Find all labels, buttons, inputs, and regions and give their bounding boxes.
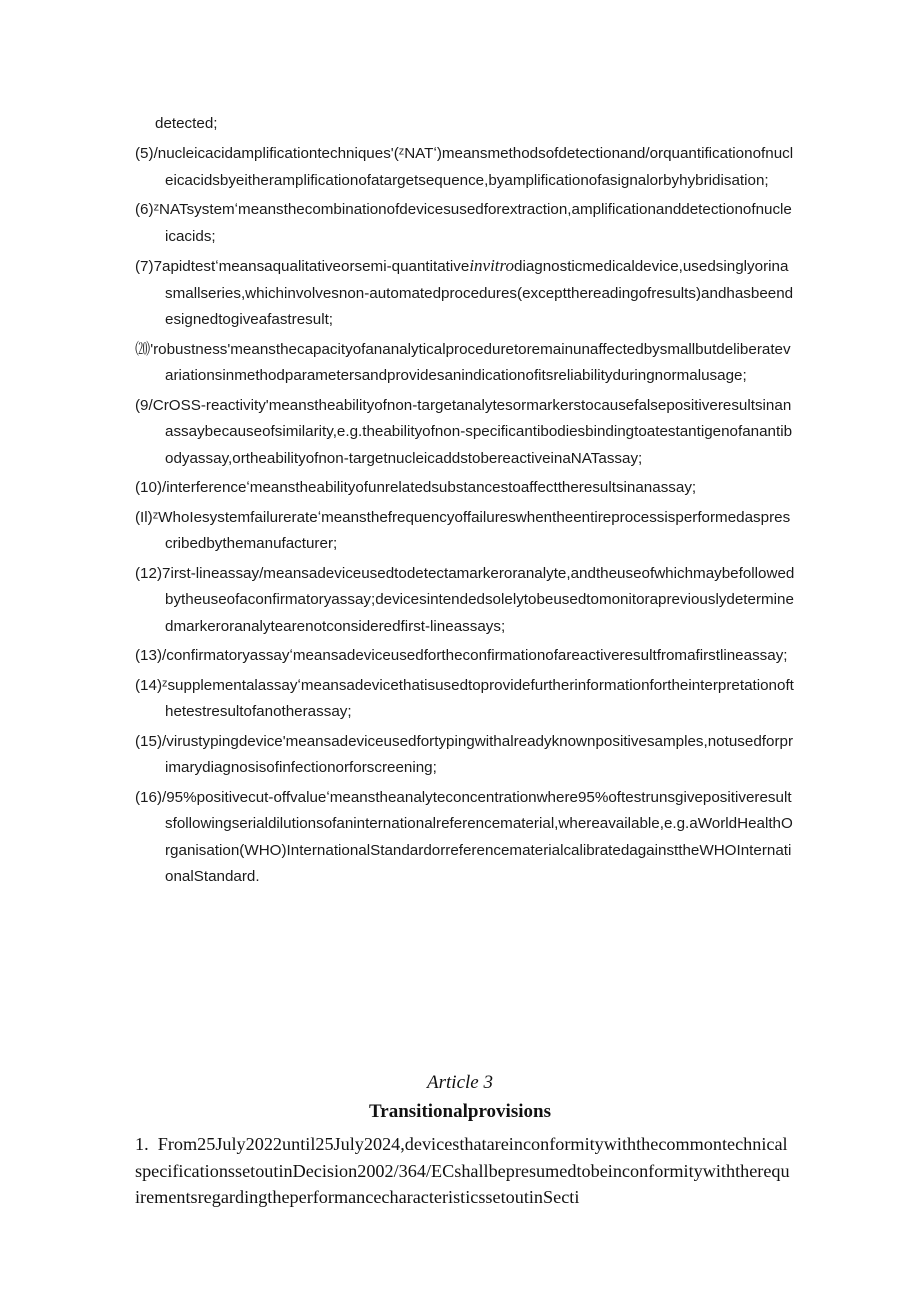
definition-text: diagnosticmedicaldevice,usedsinglyorinasmallseries,whichinvolvesnon-automatedprocedures(exceptthereadingofresults)andhasbeendesignedtogiveafastresult;	[165, 258, 794, 328]
article-number: Article 3	[427, 1072, 493, 1093]
definition-text: /virustypingdevice'meansadeviceusedfortypingwithalreadyknownpositivesamples,notusedforprimarydiagnosisofinfectionorforscreening;	[162, 732, 794, 776]
definition-item	[135, 673, 795, 726]
definition-text-italic: invitro	[469, 256, 515, 275]
definition-text: /interferenceʻmeanstheabilityofunrelatedsubstancestoaffecttheresultsinanassay;	[162, 479, 697, 496]
definition-text: 7apidtestʻmeansaqualitativeorsemi-quantitative	[153, 258, 470, 275]
definition-item	[135, 197, 795, 250]
definition-text: /95%positivecut-offvalueʻmeanstheanalyteconcentrationwhere95%oftestrunsgivepositiveresultsfollowingserialdilutionsofaninternationalreferencematerial,whereavailable,e.g.aWorldHealthOrganisation(WHO)InternationalStandardorreferencematerialcalibratedagainsttheWHOInternationalStandard.	[162, 788, 793, 885]
definition-marker: (6)	[135, 201, 154, 218]
definition-marker: (12)	[135, 564, 163, 582]
definition-item	[135, 475, 795, 502]
definition-marker: (7)	[135, 258, 154, 275]
definition-item	[135, 561, 795, 641]
definition-text: /nucleicacidamplificationtechniques'(ᶻNATʻ)meansmethodsofdetectionand/orquantificationofnucleicacidsbyeitheramplificationofatargetsequence,byamplificationofasignalorbyhybridisation;	[153, 145, 794, 189]
definition-text: ᶻsupplementalassayʻmeansadevicethatisusedtoprovidefurtherinformationfortheinterpretationofthetestresultofanotherassay;	[162, 676, 794, 720]
definition-marker: (13)	[135, 647, 163, 664]
definition-text: /CrOSS-reactivity'meanstheabilityofnon-targetanalytesormarkerstocausefalsepositiveresultsinanassaybecauseofsimilarity,e.g.theabilityofnon-specificantibodiesbindingtoatestantigenofanantibodyassay,ortheabilityofnon-targetnucleicaddstobereactiveinaNATassay;	[148, 396, 793, 467]
definition-marker: (5)	[135, 145, 154, 162]
article-title: Transitionalprovisions	[369, 1101, 551, 1122]
definition-text: 7irst-lineassay/meansadeviceusedtodetectamarkeroranalyte,andtheuseofwhichmaybefollowedbytheuseofaconfirmatoryassay;devicesintendedsolelytobeusedtomonitorapreviouslydeterminedmarkeroranalytearenotconsideredfirst-lineassays;	[162, 564, 795, 635]
definition-text: /confirmatoryassayʻmeansadeviceusedfortheconfirmationofareactiveresultfromafirstlineassay;	[162, 647, 788, 664]
definition-marker: (14)	[135, 676, 163, 694]
definition-marker: (15)	[135, 732, 163, 750]
definition-item	[135, 643, 795, 670]
article-paragraph: 1. From25July2022until25July2024,devicesthatareinconformitywiththecommontechnicalspecificationssetoutinDecision2002/364/ECshallbepresumedtobeinconformitywiththerequirementsregardingtheperformancecharacteristicssetoutinSecti	[135, 1134, 790, 1207]
definition-text: ᶻWhoIesystemfailurerateʻmeansthefrequencyoffailureswhentheentireprocessisperformedasprescribedbythemanufacturer;	[152, 508, 791, 552]
definition-item	[135, 729, 795, 782]
definition-item	[135, 253, 795, 334]
definition-item	[135, 141, 795, 194]
intro-fragment: detected;	[155, 115, 218, 132]
definition-text: 'robustness'meansthecapacityofananalyticalproceduretoremainunaffectedbysmallbutdeliberatevariationsinmethodparametersandprovidesanindicationofitsreliabilityduringnormalusage;	[150, 340, 791, 384]
definition-marker: (10)	[135, 479, 163, 496]
definition-marker: (Il)	[135, 508, 153, 526]
definition-marker: ⒇	[135, 340, 151, 358]
definition-item	[135, 785, 795, 891]
definition-marker: (9	[135, 396, 149, 414]
definitions-list	[135, 141, 795, 894]
definition-item	[135, 393, 795, 473]
definition-item	[135, 505, 795, 558]
definition-item	[135, 337, 795, 390]
definition-text: ᶻNATsystemʻmeansthecombinationofdevicesusedforextraction,amplificationanddetectionofnucleicacids;	[153, 201, 792, 245]
definition-marker: (16)	[135, 788, 163, 806]
